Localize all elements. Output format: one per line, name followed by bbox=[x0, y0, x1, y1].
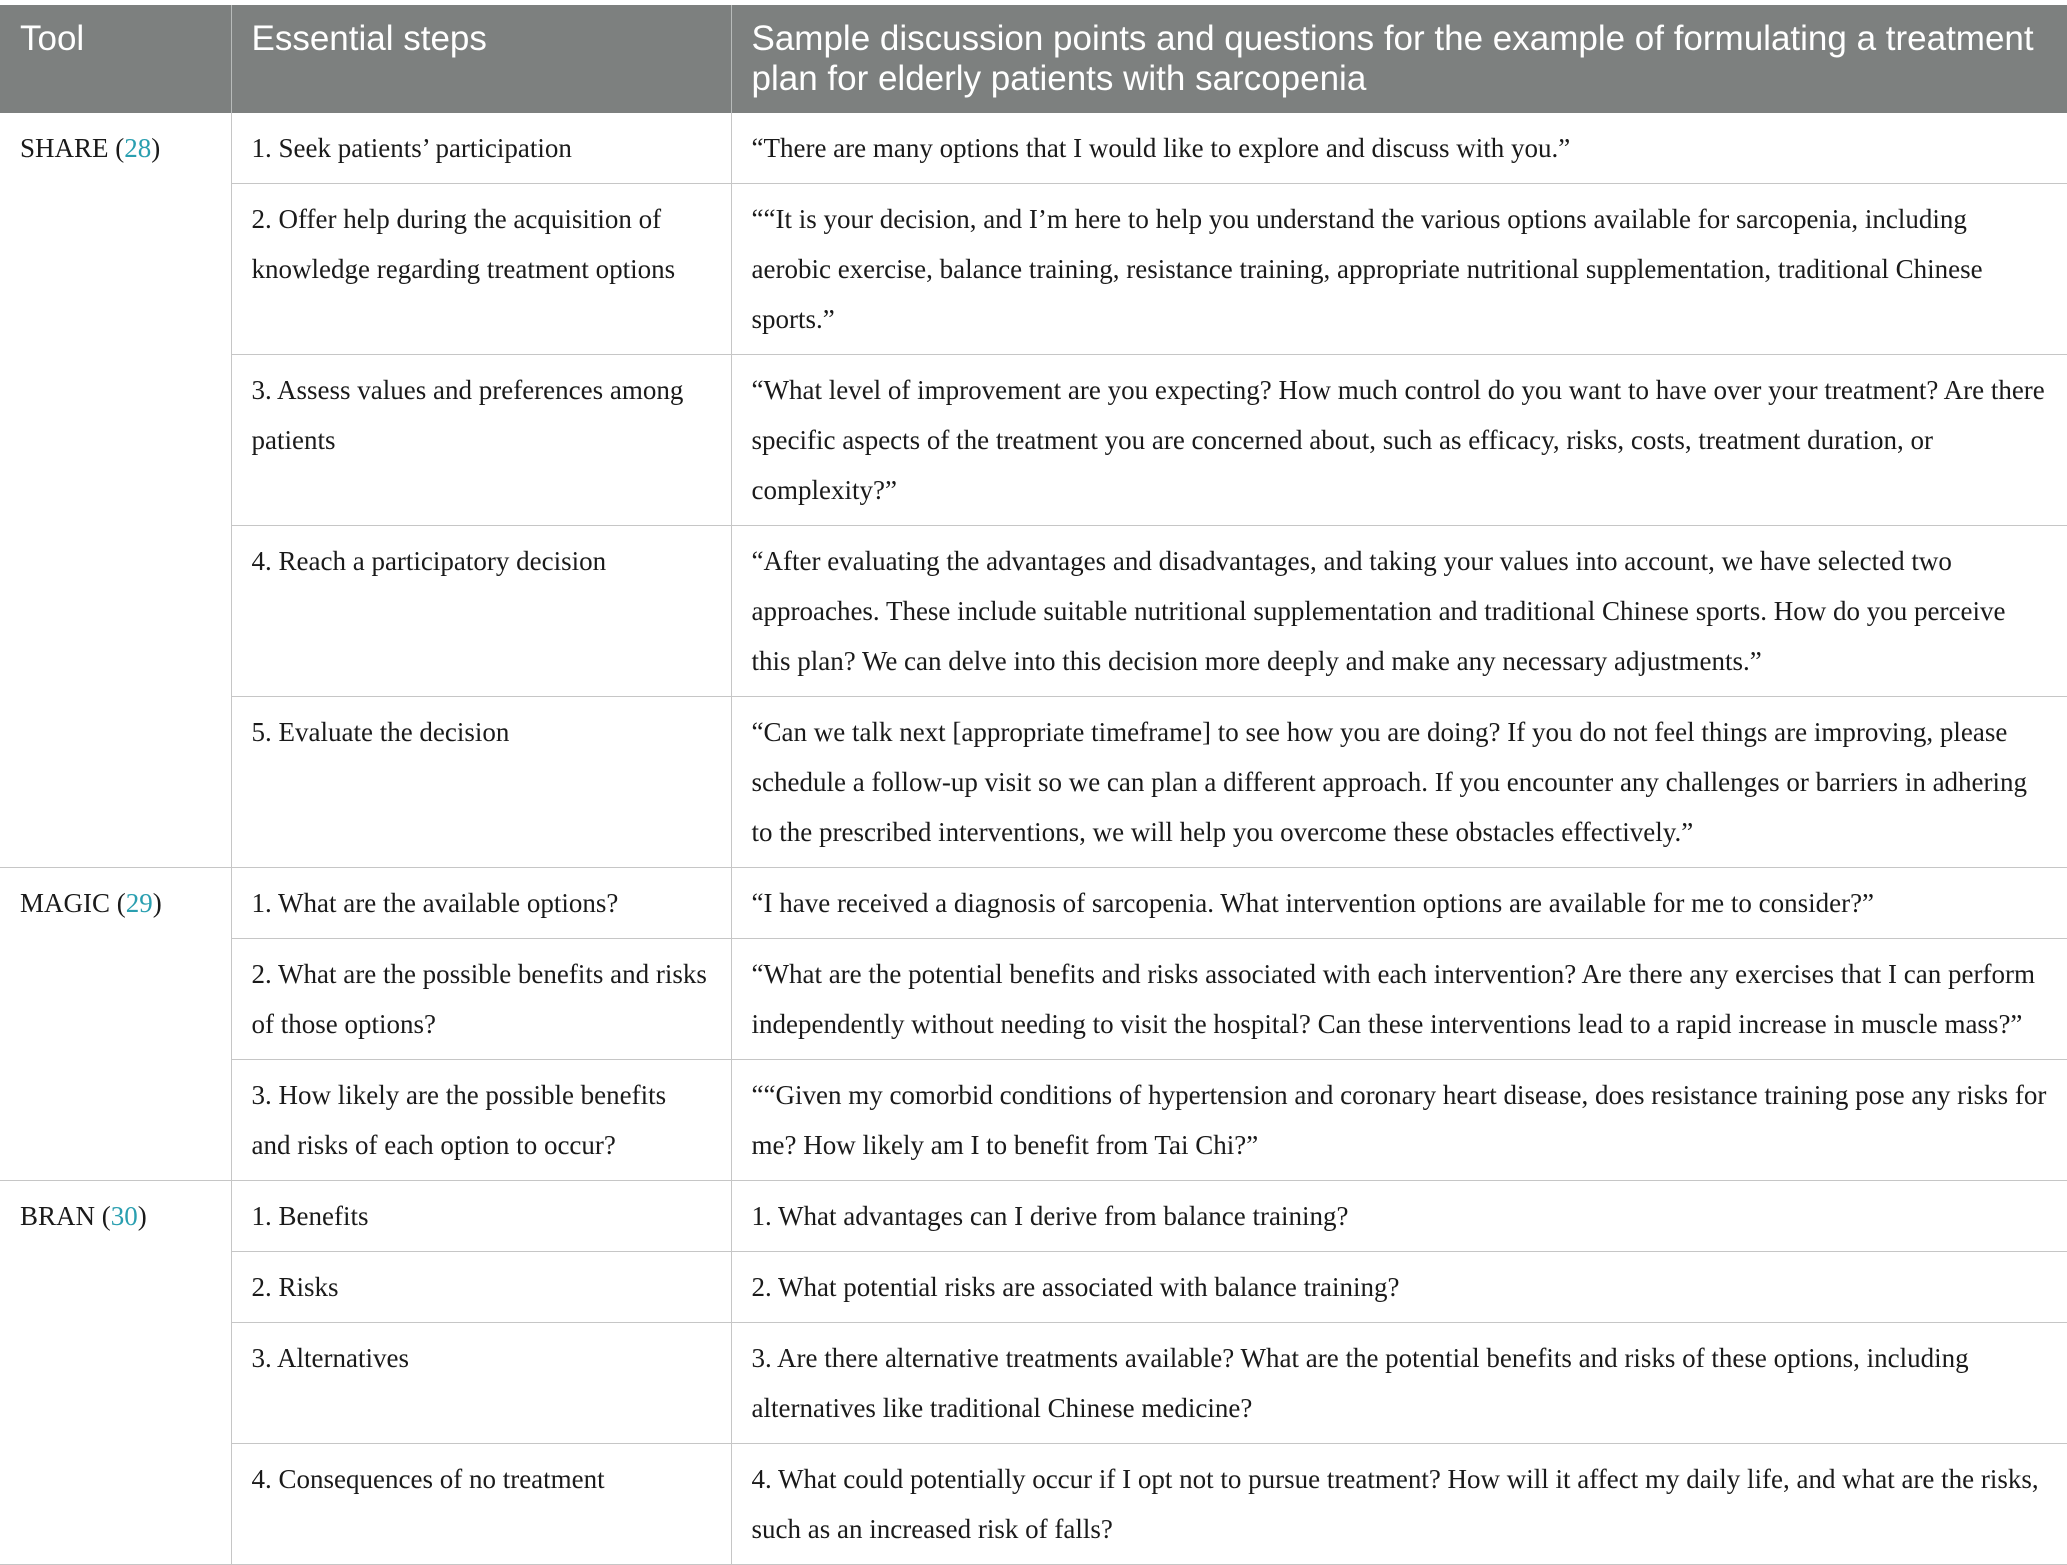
reference-link[interactable]: 28 bbox=[124, 133, 152, 163]
table-row bbox=[0, 526, 2067, 697]
essential-step-cell: 1. Benefits bbox=[231, 1181, 731, 1252]
sample-discussion-cell: “There are many options that I would like to explore and discuss with you.” bbox=[731, 113, 2067, 184]
table-row bbox=[0, 939, 2067, 1060]
essential-step-cell: 5. Evaluate the decision bbox=[231, 697, 731, 868]
table-row bbox=[0, 355, 2067, 526]
header-sample-discussion: Sample discussion points and questions for the example of formulating a treatment plan for elderly patients with sarcopenia bbox=[731, 5, 2067, 113]
sample-discussion-cell: “After evaluating the advantages and disadvantages, and taking your values into account, we have selected two approaches. These include suitable nutritional supplementation and traditional Chinese sports. How do you perceive this plan? We can delve into this decision more deeply and make any necessary adjustments.” bbox=[731, 526, 2067, 697]
tool-name: BRAN bbox=[20, 1201, 96, 1231]
reference-link[interactable]: 30 bbox=[110, 1201, 138, 1231]
sample-discussion-cell: “Can we talk next [appropriate timeframe] to see how you are doing? If you do not feel things are improving, please schedule a follow-up visit so we can plan a different approach. If you encounter any challenges or barriers in adhering to the prescribed interventions, we will help you overcome these obstacles effectively.” bbox=[731, 697, 2067, 868]
essential-step-cell: 2. What are the possible benefits and risks of those options? bbox=[231, 939, 731, 1060]
table-row bbox=[0, 1181, 2067, 1252]
table-row bbox=[0, 697, 2067, 868]
essential-step-cell: 4. Reach a participatory decision bbox=[231, 526, 731, 697]
sample-discussion-cell: ““It is your decision, and I’m here to help you understand the various options available for sarcopenia, including aerobic exercise, balance training, resistance training, appropriate nutritional supplementation, traditional Chinese sports.” bbox=[731, 184, 2067, 355]
sample-discussion-cell: ““Given my comorbid conditions of hypertension and coronary heart disease, does resistance training pose any risks for me? How likely am I to benefit from Tai Chi?” bbox=[731, 1060, 2067, 1181]
tool-cell: SHARE (28) bbox=[0, 113, 231, 868]
table-body bbox=[0, 113, 2067, 1565]
essential-step-cell: 3. Assess values and preferences among patients bbox=[231, 355, 731, 526]
tool-cell: BRAN (30) bbox=[0, 1181, 231, 1565]
table-row bbox=[0, 868, 2067, 939]
essential-step-cell: 2. Offer help during the acquisition of knowledge regarding treatment options bbox=[231, 184, 731, 355]
sdm-tools-table bbox=[0, 5, 2067, 1565]
sample-discussion-cell: 2. What potential risks are associated with balance training? bbox=[731, 1252, 2067, 1323]
table-row bbox=[0, 184, 2067, 355]
table-row bbox=[0, 1060, 2067, 1181]
sample-discussion-cell: “What level of improvement are you expecting? How much control do you want to have over your treatment? Are there specific aspects of the treatment you are concerned about, such as efficacy, risks, costs, treatment duration, or complexity?” bbox=[731, 355, 2067, 526]
essential-step-cell: 4. Consequences of no treatment bbox=[231, 1444, 731, 1565]
table-header bbox=[0, 5, 2067, 113]
essential-step-cell: 1. What are the available options? bbox=[231, 868, 731, 939]
header-essential-steps: Essential steps bbox=[231, 5, 731, 113]
sample-discussion-cell: 4. What could potentially occur if I opt not to pursue treatment? How will it affect my daily life, and what are the risks, such as an increased risk of falls? bbox=[731, 1444, 2067, 1565]
sample-discussion-cell: “I have received a diagnosis of sarcopenia. What intervention options are available for me to consider?” bbox=[731, 868, 2067, 939]
essential-step-cell: 1. Seek patients’ participation bbox=[231, 113, 731, 184]
essential-step-cell: 2. Risks bbox=[231, 1252, 731, 1323]
sample-discussion-cell: “What are the potential benefits and risks associated with each intervention? Are there any exercises that I can perform independently without needing to visit the hospital? Can these interventions lead to a rapid increase in muscle mass?” bbox=[731, 939, 2067, 1060]
table-row bbox=[0, 1252, 2067, 1323]
sample-discussion-cell: 1. What advantages can I derive from balance training? bbox=[731, 1181, 2067, 1252]
header-row bbox=[0, 5, 2067, 113]
header-tool: Tool bbox=[0, 5, 231, 113]
reference-link[interactable]: 29 bbox=[125, 888, 153, 918]
tool-name: MAGIC bbox=[20, 888, 111, 918]
table-row bbox=[0, 113, 2067, 184]
table-row bbox=[0, 1323, 2067, 1444]
tool-name: SHARE bbox=[20, 133, 109, 163]
tool-cell: MAGIC (29) bbox=[0, 868, 231, 1181]
essential-step-cell: 3. Alternatives bbox=[231, 1323, 731, 1444]
essential-step-cell: 3. How likely are the possible benefits and risks of each option to occur? bbox=[231, 1060, 731, 1181]
table-row bbox=[0, 1444, 2067, 1565]
sample-discussion-cell: 3. Are there alternative treatments available? What are the potential benefits and risks of these options, including alternatives like traditional Chinese medicine? bbox=[731, 1323, 2067, 1444]
